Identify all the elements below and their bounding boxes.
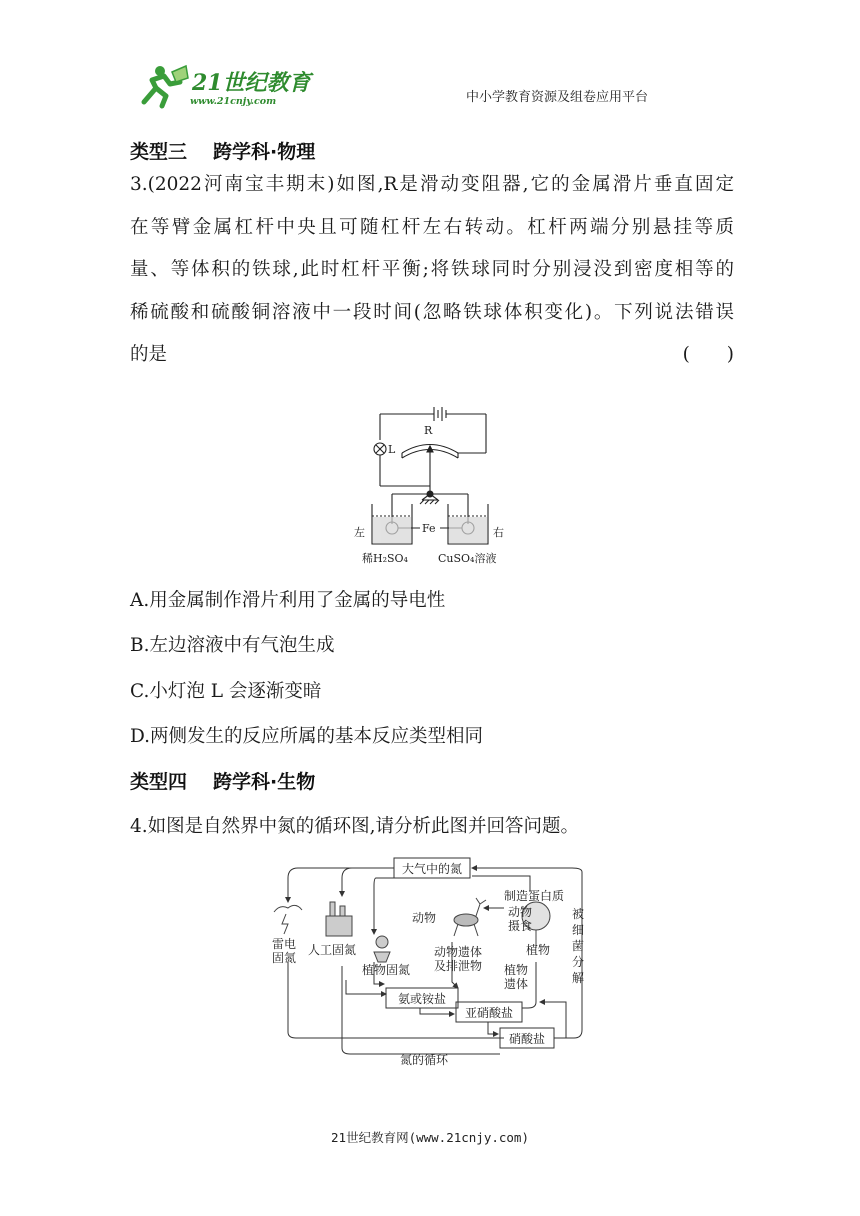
- option-a: A.用金属制作滑片利用了金属的导电性: [130, 590, 446, 611]
- lightning-label-1: 雷电: [272, 937, 297, 951]
- plant-fix-label: 植物固氮: [362, 963, 411, 977]
- site-logo: [136, 62, 316, 110]
- section-3-subject: 跨学科·物理: [213, 141, 316, 163]
- section-4-title: [130, 767, 315, 794]
- question-3-line: 在等臂金属杠杆中央且可随杠杆左右转动。杠杆两端分别悬挂等质: [130, 216, 734, 238]
- animal-label: 动物: [412, 911, 437, 925]
- animal-eat-label-2: 摄食: [508, 919, 533, 933]
- platform-name: 中小学教育资源及组卷应用平台: [466, 90, 649, 105]
- option-b: B.左边溶液中有气泡生成: [130, 635, 335, 656]
- question-3-stem: [130, 164, 734, 377]
- left-label: 左: [354, 526, 365, 539]
- lamp-label: L: [388, 443, 396, 456]
- left-solution-label: 稀H₂SO₄: [362, 552, 408, 565]
- section-3-label: 类型三: [130, 141, 188, 163]
- option-c: C.小灯泡 L 会逐渐变暗: [130, 681, 322, 702]
- question-3-line: 量、等体积的铁球,此时杠杆平衡;将铁球同时分别浸没到密度相等的: [130, 259, 734, 280]
- logo-text: 21世纪教育: [192, 70, 311, 96]
- section-4-label: 类型四: [130, 771, 188, 793]
- deer-icon: [454, 898, 486, 936]
- industrial-label: 人工固氮: [308, 943, 357, 957]
- animal-remains-label-1: 动物遗体: [434, 945, 483, 959]
- fe-label: Fe: [422, 522, 436, 535]
- cycle-caption: 氮的循环: [399, 1053, 449, 1067]
- decompose-label-5: 解: [572, 971, 585, 985]
- decompose-label-1: 被: [572, 907, 585, 921]
- question-3-line: 的是: [130, 344, 168, 365]
- question-3-line: 稀硫酸和硫酸铜溶液中一段时间(忽略铁球体积变化)。下列说法错误: [130, 301, 734, 323]
- nitrogen-cycle-diagram: [266, 852, 598, 1070]
- section-4-subject: 跨学科·生物: [213, 771, 316, 793]
- nitrite-label: 亚硝酸盐: [464, 1006, 514, 1020]
- plant-remains-label-2: 遗体: [504, 977, 529, 991]
- atmosphere-label: 大气中的氮: [401, 862, 463, 876]
- right-solution-label: CuSO₄溶液: [438, 552, 497, 565]
- answer-bracket: ( ): [682, 344, 734, 365]
- animal-remains-label-2: 及排泄物: [434, 959, 483, 973]
- question-4-stem: 4.如图是自然界中氮的循环图,请分析此图并回答问题。: [130, 816, 580, 837]
- decompose-label-3: 菌: [572, 939, 585, 953]
- nitrate-label: 硝酸盐: [508, 1032, 546, 1046]
- make-protein-label: 制造蛋白质: [504, 889, 565, 903]
- plant-remains-label-1: 植物: [504, 963, 529, 977]
- section-3-title: [130, 137, 315, 164]
- runner-icon: [144, 66, 188, 106]
- plant-fix-icon: [374, 936, 390, 962]
- logo-url: www.21cnjy.com: [190, 96, 277, 107]
- animal-eat-label-1: 动物: [508, 905, 533, 919]
- lightning-icon: [274, 905, 302, 934]
- lightning-label-2: 固氮: [272, 951, 297, 965]
- page-footer: 21世纪教育网(www.21cnjy.com): [331, 1130, 529, 1145]
- plant-label: 植物: [526, 943, 551, 957]
- decompose-label-2: 细: [572, 923, 585, 937]
- question-3-line: 3.(2022河南宝丰期末)如图,R是滑动变阻器,它的金属滑片垂直固定: [130, 174, 734, 195]
- question-3-last-line: [130, 334, 734, 377]
- option-d: D.两侧发生的反应所属的基本反应类型相同: [130, 726, 484, 747]
- decompose-label-4: 分: [572, 955, 585, 969]
- resistor-label: R: [424, 424, 433, 437]
- factory-icon: [326, 902, 352, 936]
- right-label: 右: [493, 526, 504, 539]
- ammonia-label: 氨或铵盐: [397, 992, 447, 1006]
- circuit-diagram: [350, 400, 520, 572]
